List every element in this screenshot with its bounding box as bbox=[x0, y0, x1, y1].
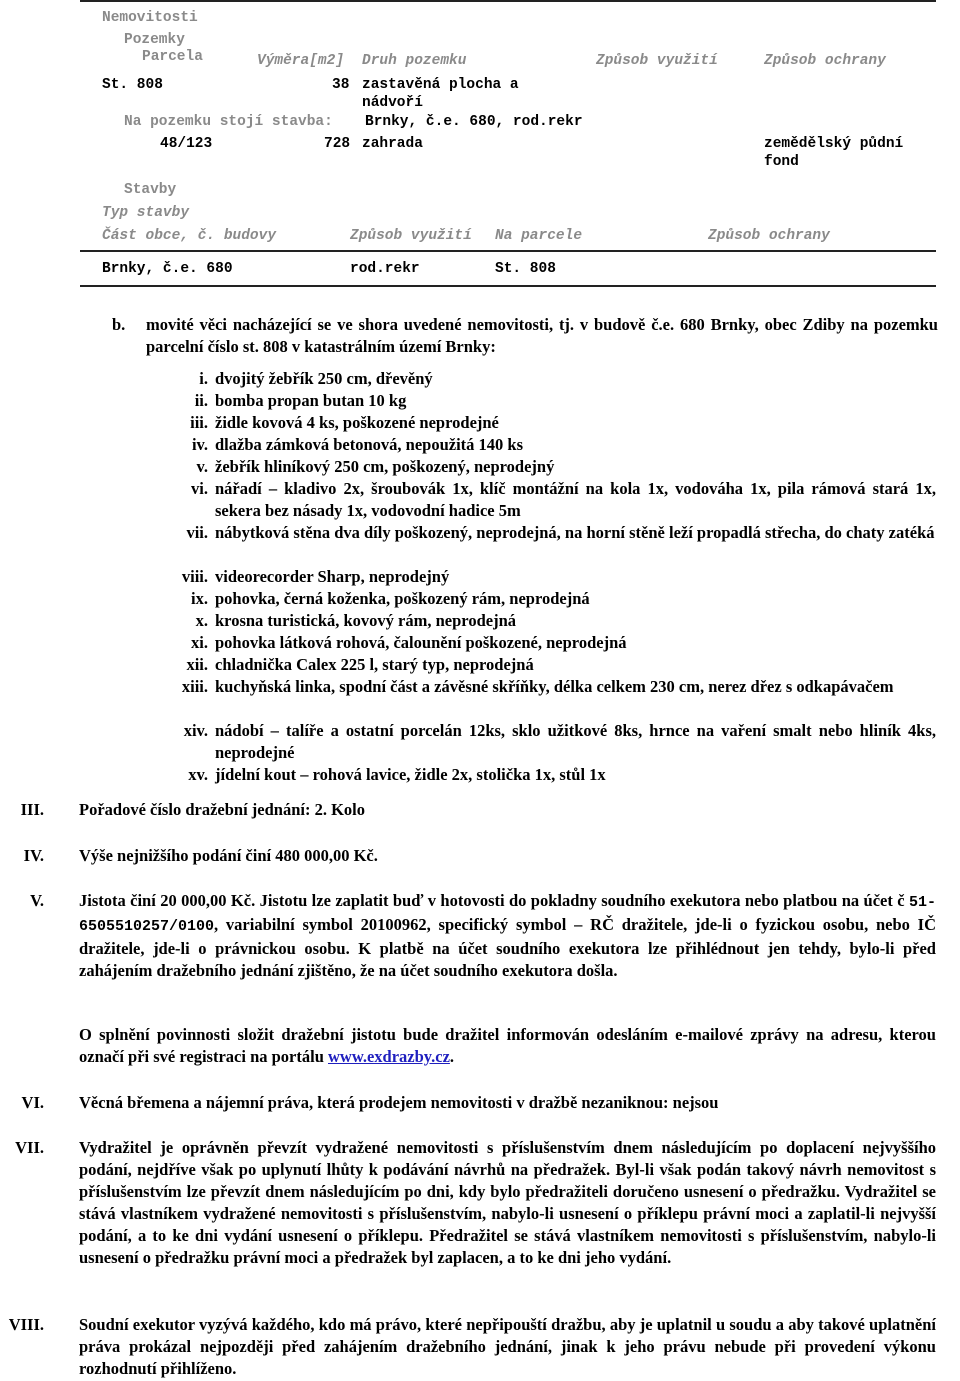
item-number: xiv. bbox=[183, 721, 208, 740]
item-text: dvojitý žebřík 250 cm, dřevěný bbox=[215, 369, 433, 388]
exdrazby-link[interactable]: www.exdrazby.cz bbox=[328, 1047, 450, 1066]
item-text: žebřík hliníkový 250 cm, poškozený, neprodejný bbox=[215, 457, 555, 476]
parcel1-area: 38 bbox=[332, 77, 350, 93]
minimum-bid-text: Výše nejnižšího podání činí 480 000,00 Kč. bbox=[79, 846, 378, 865]
header-stavby: Stavby bbox=[124, 182, 177, 198]
col-zpusob-vyuziti: Způsob využití bbox=[596, 53, 718, 69]
mid-rule bbox=[80, 250, 936, 252]
parcel2-id: 48/123 bbox=[160, 136, 213, 152]
notice-text-a: O splnění povinnosti složit dražební jistotu bude dražitel informován odesláním e-mailové zprávy na adresu, kterou označí při své registraci na portálu bbox=[79, 1025, 936, 1066]
section-number: IV. bbox=[23, 846, 44, 865]
item-text: nádobí – talíře a ostatní porcelán 12ks, sklo užitkové 8ks, hrnce na vaření smalt nebo hliník 4ks, neprodejné bbox=[215, 721, 936, 762]
item-number: viii. bbox=[181, 567, 208, 586]
bottom-rule bbox=[80, 285, 936, 287]
auction-round-text: Pořadové číslo dražební jednání: 2. Kolo bbox=[79, 800, 365, 819]
item-text: nářadí – kladivo 2x, šroubovák 1x, klíč montážní na kola 1x, vodováha 1x, pila rámová stará 1x, sekera bez násady 1x, vodovodní hadice 5m bbox=[215, 479, 936, 520]
item-number: xi. bbox=[191, 633, 208, 652]
section-b-text: movité věci nacházející se ve shora uvedené nemovitosti, tj. v budově č.e. 680 Brnky, obec Zdiby na pozemku parcelní číslo st. 808 v katastrálním území Brnky: bbox=[146, 315, 938, 356]
item-number: ii. bbox=[194, 391, 208, 410]
section-number: III. bbox=[20, 800, 44, 819]
deposit-text bbox=[79, 890, 936, 982]
col-zpusob-vyuziti-2: Způsob využití bbox=[350, 228, 472, 244]
item-text: chladnička Calex 225 l, starý typ, neprodejná bbox=[215, 655, 534, 674]
col-cast-obce: Část obce, č. budovy bbox=[102, 228, 277, 244]
easements-text: Věcná břemena a nájemní práva, která prodejem nemovitosti v dražbě nezaniknou: nejsou bbox=[79, 1093, 719, 1112]
item-number: ix. bbox=[191, 589, 208, 608]
parcel2-protection-line1: zemědělský půdní bbox=[764, 136, 904, 152]
section-number: VI. bbox=[21, 1093, 44, 1112]
building-use: rod.rekr bbox=[350, 261, 420, 277]
section-number: V. bbox=[30, 891, 44, 910]
header-nemovitosti: Nemovitosti bbox=[102, 10, 198, 26]
item-text: bomba propan butan 10 kg bbox=[215, 391, 407, 410]
parcel1-id: St. 808 bbox=[102, 77, 163, 93]
ownership-transfer-text: Vydražitel je oprávněn převzít vydražené nemovitosti s příslušenstvím dnem následujícím po doplacení nejvyššího podání, nejdříve však po uplynutí lhůty k podávání návrhů na předražek. Byl-li však podán takový návrh nemovitost s příslušenstvím lze převzít dnem následujícím po dni, kdy bylo předražiteli doručeno usnesení o předražku. Vydražitel se stává vlastníkem vydražené nemovitosti s příslušenstvím, nabylo-li usnesení o příklepu právní moci a zaplatil-li nejvyšší podání, a to ke dni vydání usnesení o příklepu. Předražitel se stává vlastníkem nemovitosti s příslušenstvím, nabylo-li usnesení o předražku právní moci a předražek byl zaplacen, a to ke dni jeho vydání. bbox=[79, 1138, 936, 1267]
section-number: VII. bbox=[15, 1138, 44, 1157]
item-number: x. bbox=[195, 611, 208, 630]
parcel1-type-line1: zastavěná plocha a bbox=[362, 77, 519, 93]
building-label: Na pozemku stojí stavba: bbox=[124, 114, 333, 130]
col-zpusob-ochrany: Způsob ochrany bbox=[764, 53, 886, 69]
item-number: xii. bbox=[186, 655, 208, 674]
parcel2-area: 728 bbox=[324, 136, 351, 152]
item-number: vi. bbox=[191, 479, 208, 498]
item-number: iv. bbox=[191, 435, 208, 454]
col-zpusob-ochrany-2: Způsob ochrany bbox=[708, 228, 830, 244]
deposit-text-b: , variabilní symbol 20100962, specifický symbol – RČ dražitele, jde-li o fyzickou osobu, nebo IČ dražitele, jde-li o právnickou osobu. K platbě na účet soudního exekutora lze přihlédnout jen tehdy, bylo-li před zahájením dražebního jednání zjištěno, že na účet soudního exekutora došla. bbox=[79, 915, 936, 980]
notice-text bbox=[79, 1024, 936, 1068]
cadastre-extract bbox=[80, 0, 936, 288]
item-text: kuchyňská linka, spodní část a závěsné skříňky, délka celkem 230 cm, nerez dřez s odkapávačem bbox=[215, 677, 894, 696]
item-text: dlažba zámková betonová, nepoužitá 140 ks bbox=[215, 435, 524, 454]
top-rule bbox=[80, 0, 936, 2]
header-pozemky: Pozemky bbox=[124, 32, 185, 48]
item-text: jídelní kout – rohová lavice, židle 2x, stolička 1x, stůl 1x bbox=[215, 765, 606, 784]
item-number: xv. bbox=[188, 765, 208, 784]
item-text: židle kovová 4 ks, poškozené neprodejné bbox=[215, 413, 499, 432]
building-part: Brnky, č.e. 680 bbox=[102, 261, 233, 277]
item-number: iii. bbox=[190, 413, 208, 432]
parcel2-protection-line2: fond bbox=[764, 154, 799, 170]
item-number: i. bbox=[199, 369, 208, 388]
account-number: 51-6505510257/0100 bbox=[79, 894, 936, 935]
col-vymera: Výměra[m2] bbox=[257, 53, 345, 69]
item-number: v. bbox=[196, 457, 208, 476]
item-text: videorecorder Sharp, neprodejný bbox=[215, 567, 450, 586]
item-number: vii. bbox=[186, 523, 208, 542]
building-value: Brnky, č.e. 680, rod.rekr bbox=[365, 114, 583, 130]
item-number: xiii. bbox=[181, 677, 208, 696]
objection-call-text: Soudní exekutor vyzývá každého, kdo má právo, které nepřipouští dražbu, aby je uplatnil u soudu a aby takové uplatnění práva prokázal nejpozději před zahájením dražebního jednání, jinak k jeho právu nebude při provedení výkonu rozhodnutí přihlíženo. bbox=[79, 1315, 936, 1378]
item-text: nábytková stěna dva díly poškozený, neprodejná, na horní stěně leží propadlá střecha, do chaty zatéká bbox=[215, 523, 935, 542]
section-b-label: b. bbox=[112, 315, 126, 334]
item-text: pohovka, černá koženka, poškozený rám, neprodejná bbox=[215, 589, 590, 608]
section-number: VIII. bbox=[8, 1315, 44, 1334]
item-text: pohovka látková rohová, čalounění poškozené, neprodejná bbox=[215, 633, 627, 652]
col-na-parcele: Na parcele bbox=[495, 228, 583, 244]
parcel2-type: zahrada bbox=[362, 136, 423, 152]
header-parcela: Parcela bbox=[142, 49, 203, 65]
parcel1-type-line2: nádvoří bbox=[362, 95, 423, 111]
notice-text-end: . bbox=[449, 1047, 455, 1066]
building-parcel: St. 808 bbox=[495, 261, 556, 277]
deposit-text-a: Jistota činí 20 000,00 Kč. Jistotu lze zaplatit buď v hotovosti do pokladny soudního exekutora nebo platbou na účet č bbox=[79, 891, 909, 910]
col-druh-pozemku: Druh pozemku bbox=[362, 53, 467, 69]
header-typ-stavby: Typ stavby bbox=[102, 205, 190, 221]
item-text: krosna turistická, kovový rám, neprodejná bbox=[215, 611, 516, 630]
